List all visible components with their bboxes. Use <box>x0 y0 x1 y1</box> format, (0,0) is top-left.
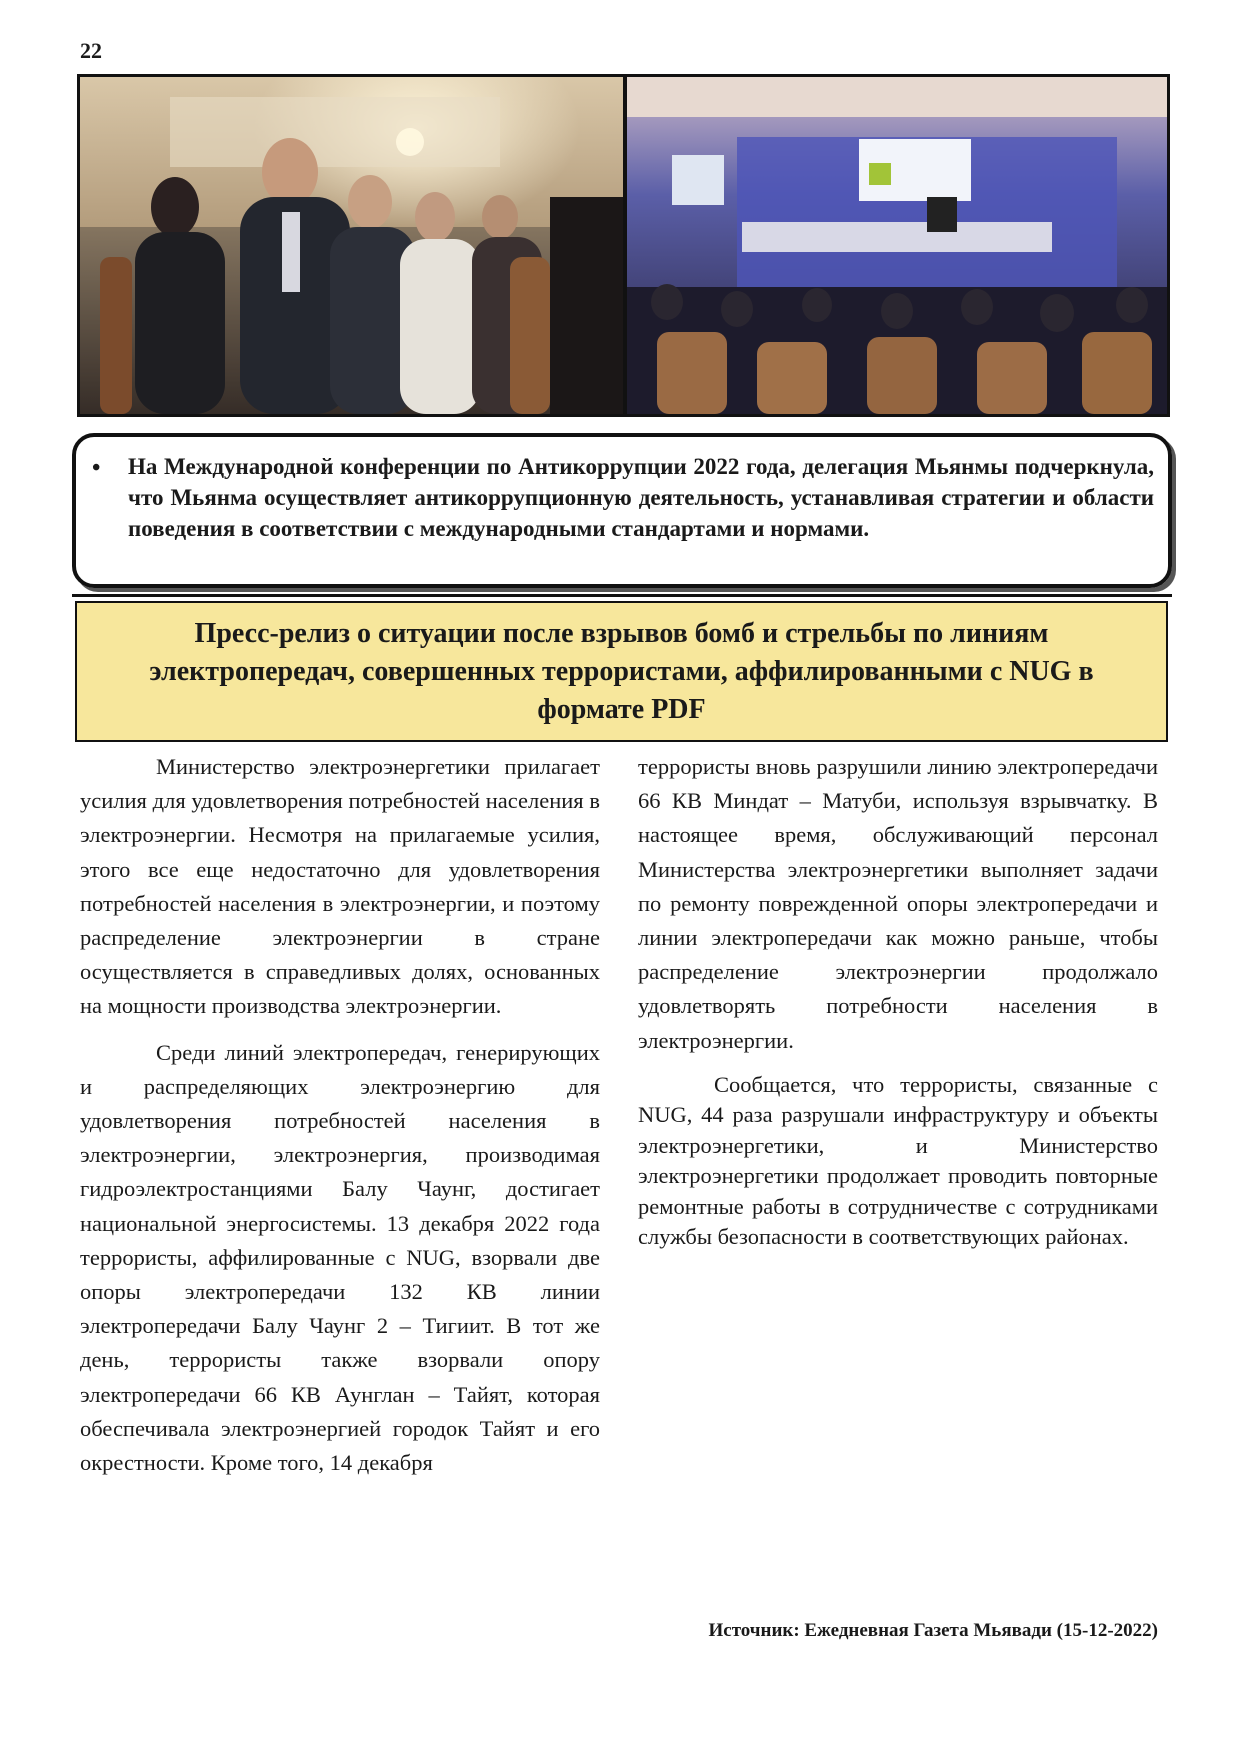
article-headline: Пресс-релиз о ситуации после взрывов бомб и стрельбы по линиям электропередач, совершенных террористами, аффилированными с NUG в формате PDF <box>149 617 1094 725</box>
article-paragraph: Сообщается, что террористы, связанные с NUG, 44 раза разрушали инфраструктуру и объекты электроэнергетики, и Министерство электроэнергетики продолжает проводить повторные ремонтные работы в сотрудничестве с сотрудниками службы безопасности в соответствующих районах. <box>638 1071 1158 1250</box>
article-paragraph: Среди линий электропередач, генерирующих и распределяющих электроэнергию для удовлетворения потребностей населения в электроэнергии, электроэнергия, производимая гидроэлектростанциями Балу Чаунг, достигает национальной энергосистемы. 13 декабря 2022 года террористы, аффилированные с NUG, взорвали две опоры электропередачи 132 КВ линии электропередачи Балу Чаунг 2 – Тигиит. В тот же день, террористы также взорвали опору электропередачи 66 КВ Аунглан – Тайят, которая обеспечивала электроэнергией городок Тайят и его окрестности. Кроме того, 14 декабря <box>80 1039 600 1476</box>
section-divider <box>72 594 1172 597</box>
panel-photo-illustration <box>627 77 1167 414</box>
delegates-photo-illustration <box>80 77 623 414</box>
article-paragraph: Министерство электроэнергетики прилагает усилия для удовлетворения потребностей населения в электроэнергии. Несмотря на прилагаемые усилия, этого все еще недостаточно для удовлетворения потребностей населения в электроэнергии, и поэтому распределение электроэнергии в стране осуществляется в справедливых долях, основанных на мощности производства электроэнергии. <box>80 754 600 1019</box>
page-number: 22 <box>80 38 102 63</box>
article-column-left <box>80 750 600 1492</box>
article-paragraph-continued: террористы вновь разрушили линию электропередачи 66 КВ Миндат – Матуби, используя взрывчатку. В настоящее время, обслуживающий персонал Министерства электроэнергетики выполняет задачи по ремонту поврежденной опоры электропередачи и линии электропередачи как можно раньше, чтобы распределение электроэнергии продолжало удовлетворять потребности населения в электроэнергии. <box>638 754 1158 1053</box>
photo-strip <box>77 74 1170 417</box>
highlight-bullet-box <box>72 433 1172 588</box>
conference-delegates-photo <box>80 77 623 414</box>
article-column-right <box>638 750 1158 1265</box>
source-credit: Источник: Ежедневная Газета Мьявади (15-12-2022) <box>708 1620 1158 1641</box>
bullet-point-icon: • <box>92 455 101 481</box>
conference-panel-photo <box>627 77 1167 414</box>
headline-box <box>75 601 1168 742</box>
highlight-bullet-text: На Международной конференции по Антикоррупции 2022 года, делегация Мьянмы подчеркнула, что Мьянма осуществляет антикоррупционную деятельность, устанавливая стратегии и области поведения в соответствии с международными стандартами и нормами. <box>128 454 1154 541</box>
